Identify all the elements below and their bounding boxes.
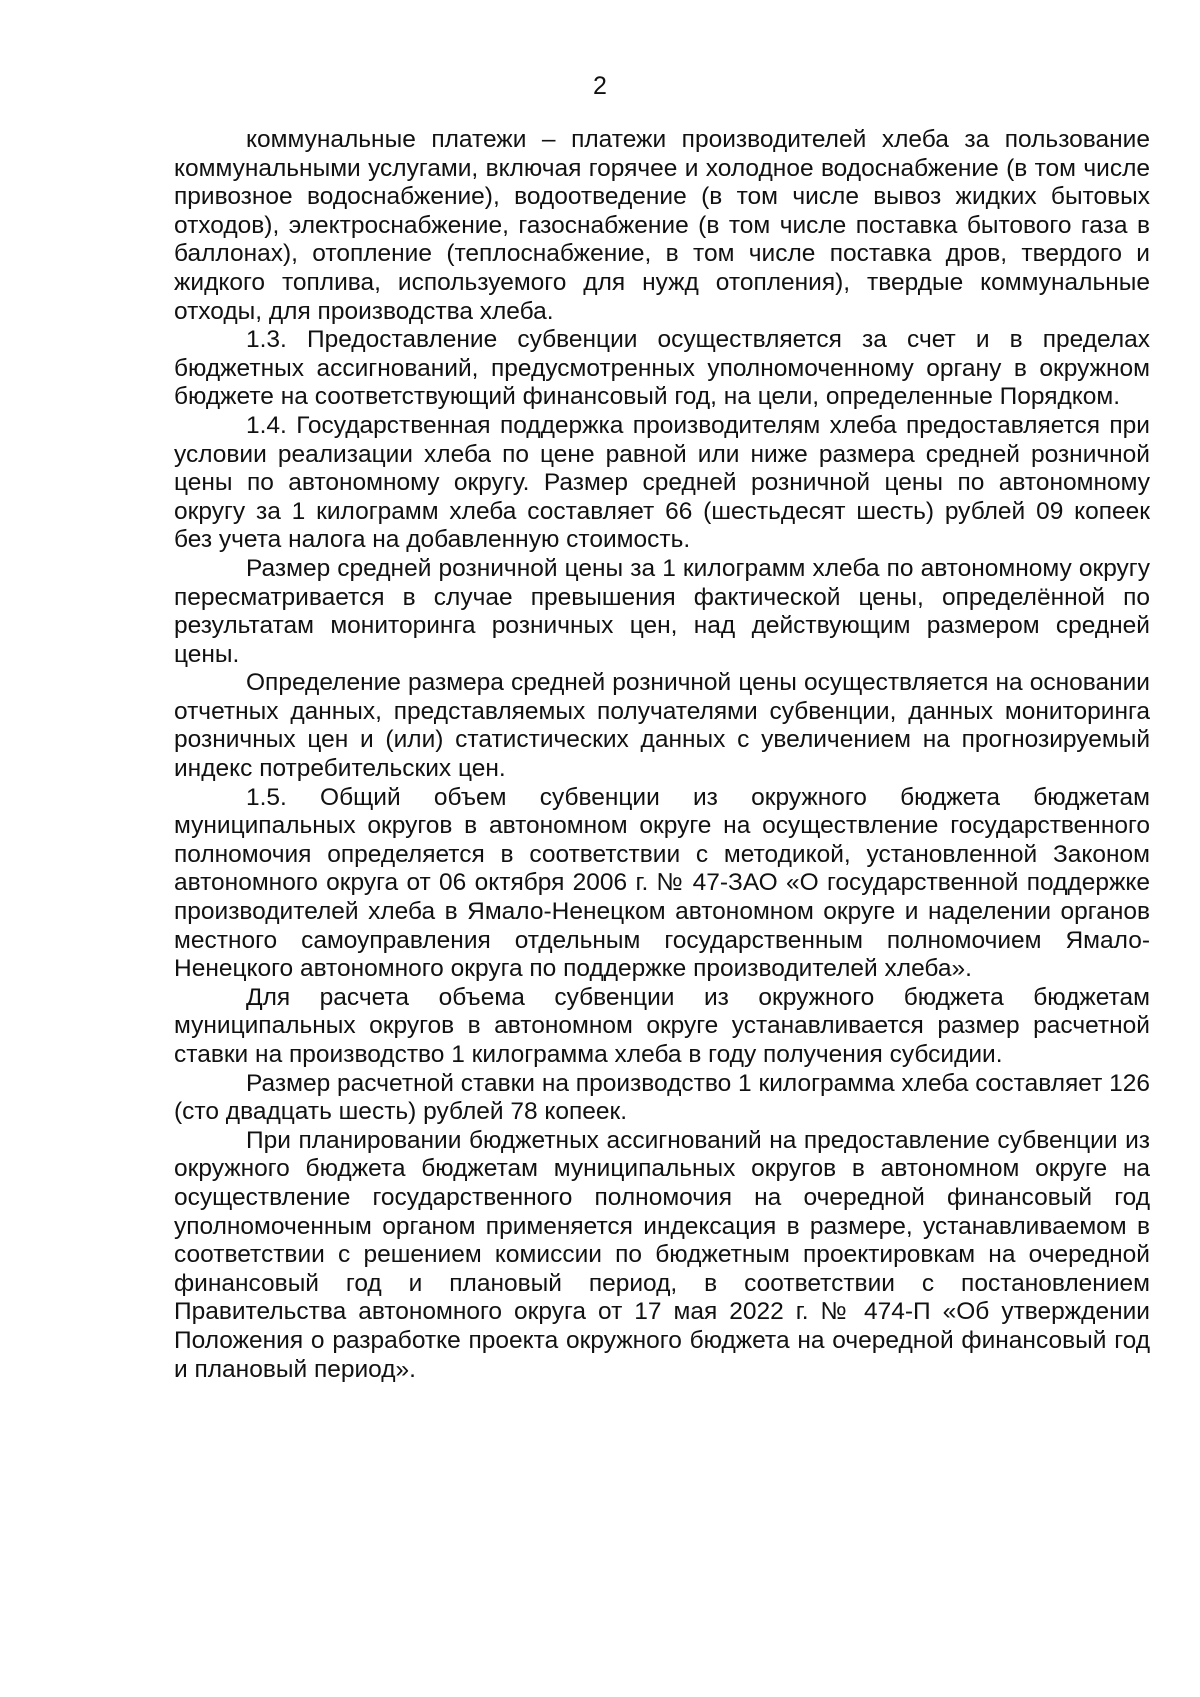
paragraph-price-revision: Размер средней розничной цены за 1 килограмм хлеба по автономному округу пересматривается в случае превышения фактической цены, определённой по результатам мониторинга розничных цен, над действующим размером средней цены.: [174, 554, 1150, 668]
page-number: 2: [593, 72, 607, 100]
paragraph-rate-amount: Размер расчетной ставки на производство 1 килограмма хлеба составляет 126 (сто двадцать шесть) рублей 78 копеек.: [174, 1069, 1150, 1126]
paragraph-1-5: 1.5. Общий объем субвенции из окружного бюджета бюджетам муниципальных округов в автономном округе на осуществление государственного полномочия определяется в соответствии с методикой, установленной Законом автономного округа от 06 октября 2006 г. № 47-ЗАО «О государственной поддержке производителей хлеба в Ямало-Ненецком автономном округе и наделении органов местного самоуправления отдельным государственным полномочием Ямало-Ненецкого автономного округа по поддержке производителей хлеба».: [174, 783, 1150, 983]
paragraph-rate-calculation: Для расчета объема субвенции из окружного бюджета бюджетам муниципальных округов в автономном округе устанавливается размер расчетной ставки на производство 1 килограмма хлеба в году получения субсидии.: [174, 983, 1150, 1068]
paragraph-price-determination: Определение размера средней розничной цены осуществляется на основании отчетных данных, представляемых получателями субвенции, данных мониторинга розничных цен и (или) статистических данных с увеличением на прогнозируемый индекс потребительских цен.: [174, 669, 1150, 783]
document-body: [174, 126, 1150, 1384]
paragraph-utility-payments: коммунальные платежи – платежи производителей хлеба за пользование коммунальными услугами, включая горячее и холодное водоснабжение (в том числе привозное водоснабжение), водоотведение (в том числе вывоз жидких бытовых отходов), электроснабжение, газоснабжение (в том числе поставка бытового газа в баллонах), отопление (теплоснабжение, в том числе поставка дров, твердого и жидкого топлива, используемого для нужд отопления), твердые коммунальные отходы, для производства хлеба.: [174, 126, 1150, 325]
paragraph-1-4: 1.4. Государственная поддержка производителям хлеба предоставляется при условии реализации хлеба по цене равной или ниже размера средней розничной цены по автономному округу. Размер средней розничной цены по автономному округу за 1 килограмм хлеба составляет 66 (шестьдесят шесть) рублей 09 копеек без учета налога на добавленную стоимость.: [174, 411, 1150, 554]
paragraph-1-3: 1.3. Предоставление субвенции осуществляется за счет и в пределах бюджетных ассигнований, предусмотренных уполномоченному органу в окружном бюджете на соответствующий финансовый год, на цели, определенные Порядком.: [174, 326, 1150, 411]
paragraph-indexation: При планировании бюджетных ассигнований на предоставление субвенции из окружного бюджета бюджетам муниципальных округов в автономном округе на осуществление государственного полномочия на очередной финансовый год уполномоченным органом применяется индексация в размере, устанавливаемом в соответствии с решением комиссии по бюджетным проектировкам на очередной финансовый год и плановый период, в соответствии с постановлением Правительства автономного округа от 17 мая 2022 г. № 474-П «Об утверждении Положения о разработке проекта окружного бюджета на очередной финансовый год и плановый период».: [174, 1126, 1150, 1383]
